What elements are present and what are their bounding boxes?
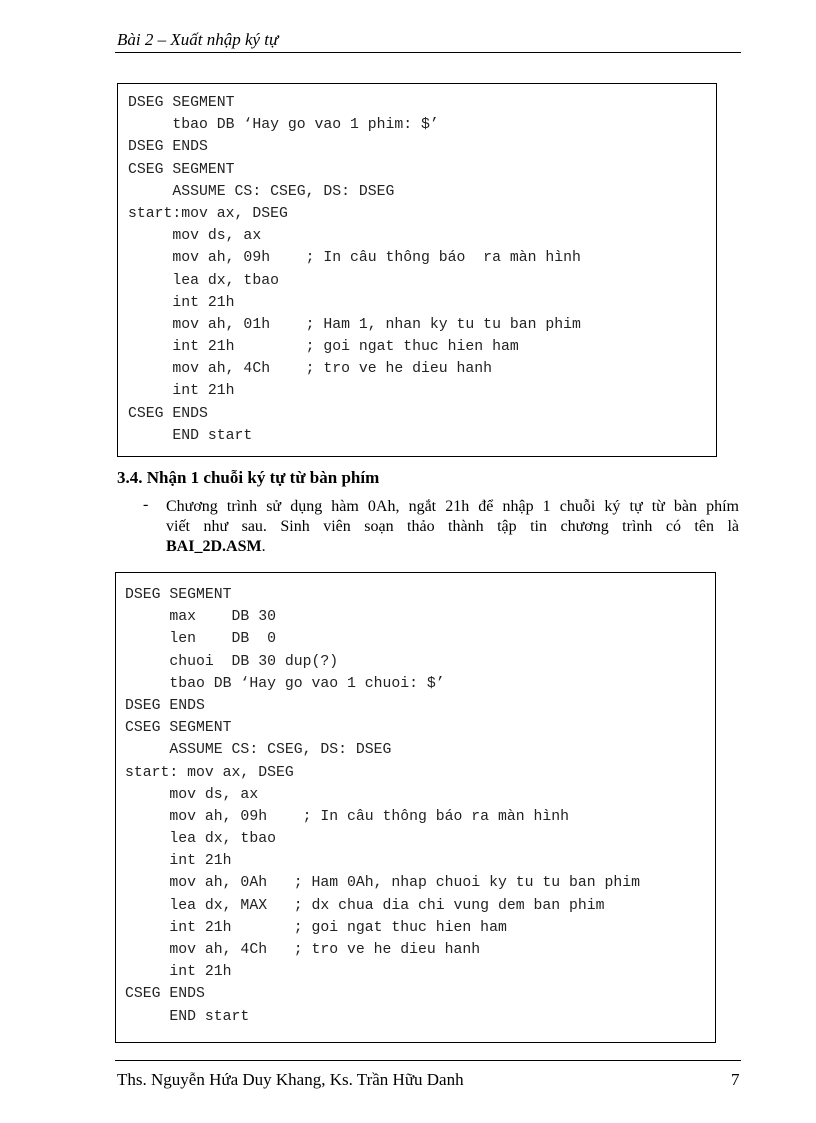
bullet-line-2: viết như sau. Sinh viên soạn thảo thành tập tin chương trình có tên là: [166, 518, 739, 535]
header-rule: [115, 52, 741, 53]
code-line: len DB 0: [125, 631, 276, 648]
code-line: mov ah, 4Ch ; tro ve he dieu hanh: [128, 361, 493, 378]
code-line: lea dx, tbao: [125, 831, 276, 848]
code-line: CSEG ENDS: [125, 986, 205, 1003]
code-line: lea dx, MAX ; dx chua dia chi vung dem ban phim: [125, 897, 605, 914]
footer-rule: [115, 1060, 741, 1061]
code-line: int 21h: [125, 964, 232, 981]
code-block-1: [117, 83, 717, 457]
bullet-paragraph: [166, 497, 739, 557]
code-line: mov ah, 4Ch ; tro ve he dieu hanh: [125, 942, 481, 958]
code-line: END start: [125, 1008, 250, 1025]
code-line: mov ah, 0Ah ; Ham 0Ah, nhap chuoi ky tu tu ban phim: [125, 875, 641, 892]
code-line: mov ah, 09h ; In câu thông báo ra màn hình: [128, 250, 581, 267]
code-line: ASSUME CS: CSEG, DS: DSEG: [128, 183, 395, 200]
bullet-filename: BAI_2D.ASM: [166, 538, 262, 555]
code-line: DSEG ENDS: [125, 697, 205, 714]
code-line: chuoi DB 30 dup(?): [125, 653, 339, 670]
code-line: DSEG SEGMENT: [128, 95, 235, 111]
code-line: mov ds, ax: [128, 228, 262, 245]
footer-authors: Ths. Nguyễn Hứa Duy Khang, Ks. Trần Hữu Danh: [117, 1070, 464, 1089]
code-line: DSEG ENDS: [128, 139, 208, 156]
code-line: CSEG ENDS: [128, 405, 208, 422]
code-line: int 21h: [125, 853, 232, 870]
code-line: max DB 30: [125, 609, 276, 626]
bullet-line-3: [166, 537, 739, 557]
code-line: start:mov ax, DSEG: [128, 205, 288, 222]
bullet-line-1: Chương trình sử dụng hàm 0Ah, ngắt 21h để nhập 1 chuỗi ký tự từ bàn phím: [166, 498, 739, 515]
code-line: DSEG SEGMENT: [125, 587, 232, 603]
footer-page-number: 7: [731, 1070, 740, 1089]
code-line: lea dx, tbao: [128, 272, 279, 289]
code-block-2-text: [125, 584, 640, 1028]
code-line: CSEG SEGMENT: [125, 720, 232, 737]
page-header-title: Bài 2 – Xuất nhập ký tự: [117, 30, 279, 49]
bullet-dash: -: [143, 496, 149, 513]
code-line: int 21h: [128, 383, 235, 400]
code-line: END start: [128, 427, 253, 444]
code-line: mov ah, 09h ; In câu thông báo ra màn hình: [125, 808, 569, 825]
code-line: mov ds, ax: [125, 786, 259, 803]
code-line: ASSUME CS: CSEG, DS: DSEG: [125, 742, 392, 759]
code-line: tbao DB ‘Hay go vao 1 phim: $’: [128, 117, 439, 134]
code-line: tbao DB ‘Hay go vao 1 chuoi: $’: [125, 675, 445, 692]
bullet-period: .: [261, 538, 266, 555]
code-line: mov ah, 01h ; Ham 1, nhan ky tu tu ban phim: [128, 316, 581, 333]
code-line: int 21h ; goi ngat thuc hien ham: [128, 339, 519, 356]
code-line: int 21h ; goi ngat thuc hien ham: [125, 919, 507, 936]
code-line: CSEG SEGMENT: [128, 161, 235, 178]
code-line: int 21h: [128, 294, 235, 311]
code-block-1-text: [128, 92, 581, 447]
code-block-2: [115, 572, 716, 1043]
code-line: start: mov ax, DSEG: [125, 764, 294, 781]
section-heading: 3.4. Nhận 1 chuỗi ký tự từ bàn phím: [117, 468, 380, 487]
